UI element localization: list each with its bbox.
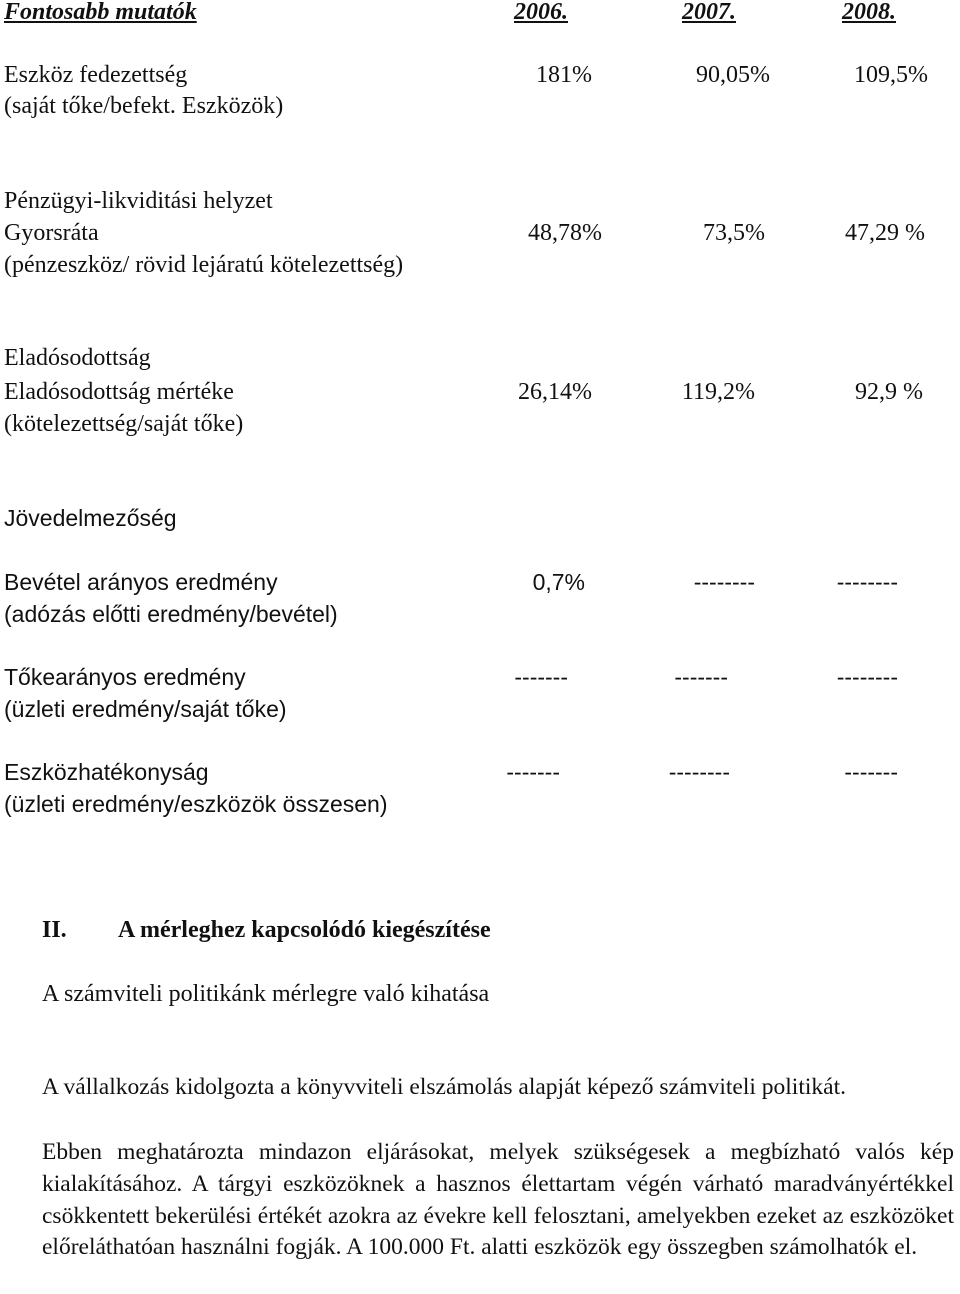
value-gyorsrata-2006: 48,78%: [528, 220, 602, 246]
row-label-eszkoz-fedezettseg: Eszköz fedezettség: [4, 62, 188, 88]
value-eszkozhatekonysag-2007: --------: [668, 759, 730, 785]
value-eszkoz-2006: 181%: [536, 62, 592, 88]
row-sublabel-tokearanyos: (üzleti eredmény/saját tőke): [4, 696, 287, 722]
section-eladosodottsag: Eladósodottság: [4, 345, 151, 371]
row-sublabel-eszkoz-fedezettseg: (saját tőke/befekt. Eszközök): [4, 93, 284, 119]
value-tokearanyos-2006: -------: [514, 664, 568, 690]
paragraph-1: A vállalkozás kidolgozta a könyvviteli elszámolás alapját képező számviteli politikát.: [42, 1074, 846, 1100]
value-eszkoz-2007: 90,05%: [696, 62, 770, 88]
value-beveteli-2006: 0,7%: [532, 569, 585, 595]
section-jovedelmezoseg: Jövedelmezőség: [4, 505, 177, 531]
year-2006: 2006.: [514, 0, 568, 25]
row-label-tokearanyos: Tőkearányos eredmény: [4, 664, 246, 690]
row-label-eladosodottsag-merteke: Eladósodottság mértéke: [4, 379, 234, 405]
row-label-eszkozhatekonysag: Eszközhatékonyság: [4, 759, 209, 785]
section-likviditas: Pénzügyi-likviditási helyzet: [4, 188, 273, 214]
value-tokearanyos-2007: -------: [674, 664, 728, 690]
row-label-beveteli: Bevétel arányos eredmény: [4, 569, 278, 595]
section-subheading: A számviteli politikánk mérlegre való kihatása: [42, 981, 490, 1007]
value-beveteli-2007: --------: [693, 569, 755, 595]
value-tokearanyos-2008: --------: [836, 664, 898, 690]
value-gyorsrata-2008: 47,29 %: [845, 220, 925, 246]
row-sublabel-eladosodottsag: (kötelezettség/saját tőke): [4, 411, 244, 437]
value-eszkozhatekonysag-2008: -------: [844, 759, 898, 785]
value-beveteli-2008: --------: [836, 569, 898, 595]
value-eladosodottsag-2007: 119,2%: [681, 379, 755, 405]
value-eladosodottsag-2008: 92,9 %: [855, 379, 923, 405]
year-2008: 2008.: [842, 0, 896, 25]
value-eszkozhatekonysag-2006: -------: [506, 759, 560, 785]
value-eszkoz-2008: 109,5%: [854, 62, 928, 88]
row-sublabel-gyorsrata: (pénzeszköz/ rövid lejáratú kötelezettség): [4, 252, 404, 278]
section-heading: A mérleghez kapcsolódó kiegészítése: [118, 917, 491, 943]
row-sublabel-eszkozhatekonysag: (üzleti eredmény/eszközök összesen): [4, 791, 388, 817]
table-title: Fontosabb mutatók: [4, 0, 197, 25]
value-gyorsrata-2007: 73,5%: [703, 220, 765, 246]
paragraph-2: Ebben meghatározta mindazon eljárásokat, melyek szükségesek a megbízható valós kép kialakításához. A tárgyi eszközöknek a hasznos élettartam végén várható maradványértékkel csökkentett bekerülési értékét azokra az évekre kell felosztani, amelyekben ezeket az eszközöket előreláthatóan használni fogják. A 100.000 Ft. alatti eszközök egy összegben számolhatók el.: [42, 1139, 954, 1261]
row-sublabel-beveteli: (adózás előtti eredmény/bevétel): [4, 601, 338, 627]
row-label-gyorsrata: Gyorsráta: [4, 220, 99, 246]
table-header: [4, 0, 910, 28]
value-eladosodottsag-2006: 26,14%: [518, 379, 592, 405]
section-number: II.: [42, 917, 67, 943]
year-2007: 2007.: [682, 0, 736, 25]
